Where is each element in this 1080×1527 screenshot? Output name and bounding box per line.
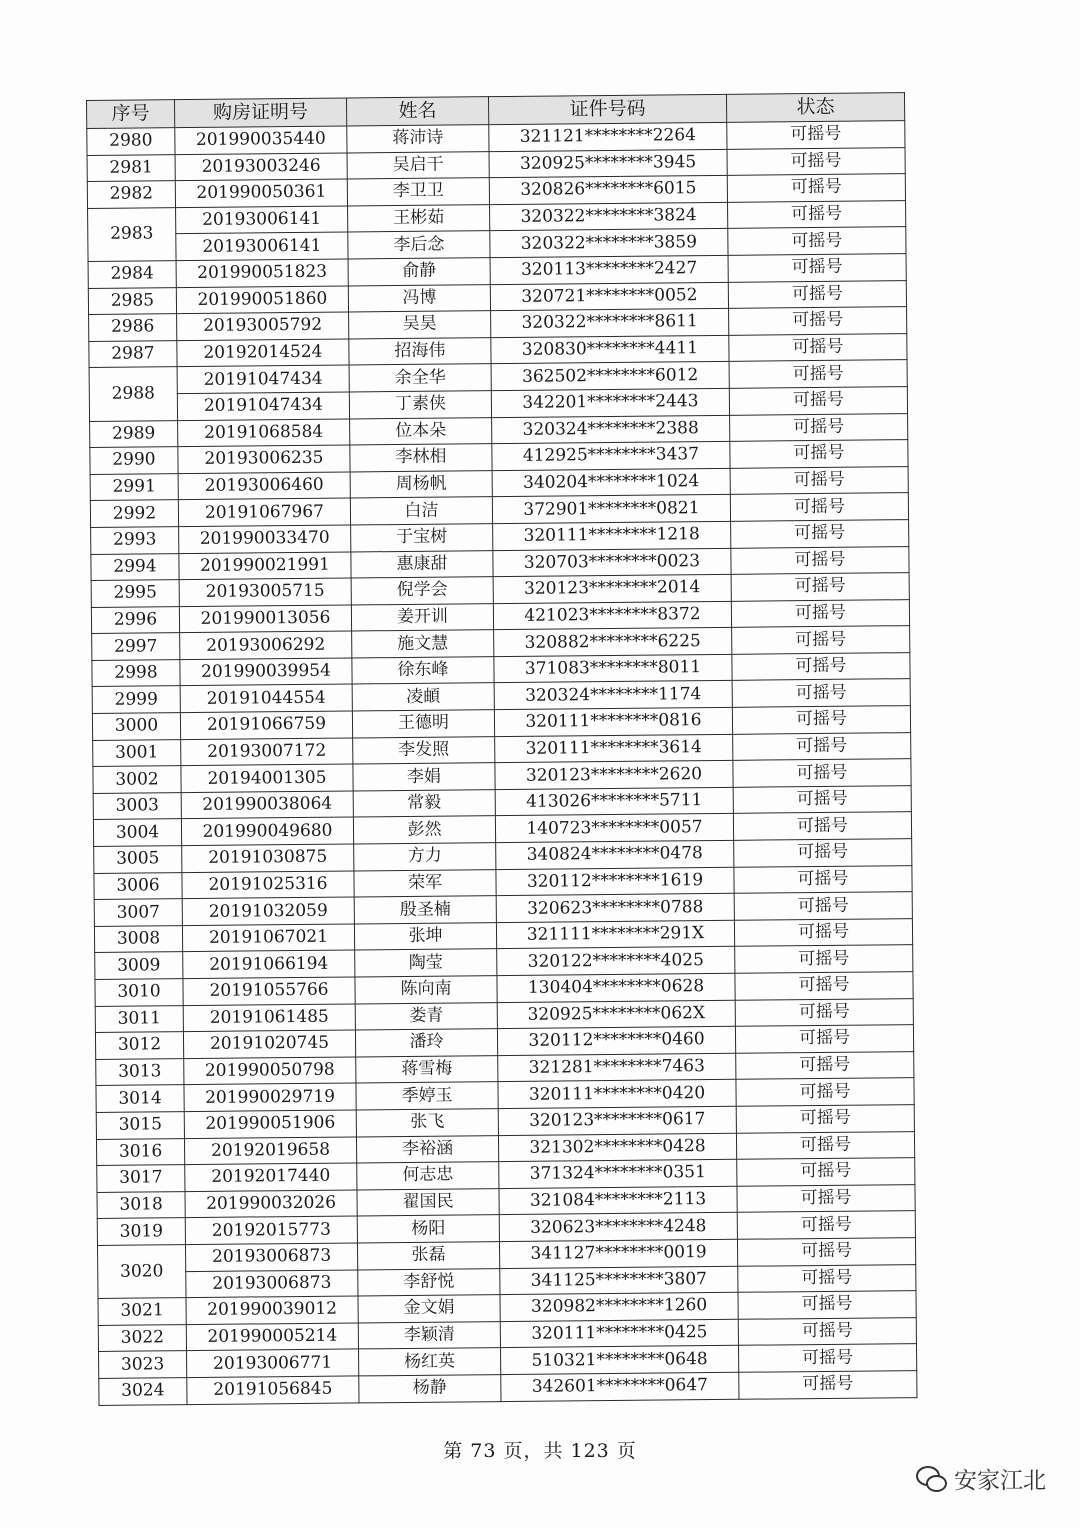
cell-name: 殷圣楠 [354, 896, 496, 924]
cell-id-no: 342601********0647 [501, 1372, 739, 1401]
cell-status: 可摇号 [729, 360, 907, 388]
cell-status: 可摇号 [737, 1158, 915, 1186]
watermark-text: 安家江北 [954, 1468, 1046, 1494]
cell-cert-no: 20191020745 [183, 1030, 355, 1058]
cell-seq: 2993 [91, 527, 179, 554]
cell-seq: 3017 [97, 1165, 185, 1192]
cell-name: 张磊 [357, 1242, 499, 1270]
cell-seq: 3016 [96, 1138, 184, 1165]
cell-cert-no: 20191032059 [182, 897, 354, 925]
cell-status: 可摇号 [728, 200, 906, 228]
cell-status: 可摇号 [736, 1131, 914, 1159]
cell-cert-no: 20191047434 [177, 392, 349, 420]
cell-name: 彭然 [353, 816, 495, 844]
cell-cert-no: 201990039954 [180, 658, 352, 686]
cell-name: 丁素侠 [349, 391, 491, 419]
cell-cert-no: 201990051860 [176, 286, 348, 314]
cell-cert-no: 20191025316 [182, 871, 354, 899]
cell-cert-no: 20193005715 [179, 578, 351, 606]
cell-seq: 2997 [92, 633, 180, 660]
cell-cert-no: 201990021991 [179, 551, 351, 579]
cell-id-no: 362502********6012 [491, 362, 729, 391]
cell-cert-no: 20191068584 [178, 419, 350, 447]
cell-seq: 3007 [94, 899, 182, 926]
applicant-table [86, 92, 917, 1405]
cell-status: 可摇号 [735, 972, 913, 1000]
cell-status: 可摇号 [733, 785, 911, 813]
cell-id-no: 510321********0648 [500, 1346, 738, 1375]
cell-id-no: 320123********2620 [495, 761, 733, 790]
cell-cert-no: 20193006873 [185, 1243, 357, 1271]
cell-id-no: 140723********0057 [495, 814, 733, 843]
cell-name: 季婷玉 [356, 1082, 498, 1110]
cell-name: 俞静 [348, 258, 490, 286]
cell-status: 可摇号 [728, 227, 906, 255]
cell-cert-no: 20193005792 [177, 312, 349, 340]
cell-cert-no: 20191066759 [180, 711, 352, 739]
cell-status: 可摇号 [734, 892, 912, 920]
cell-name: 方力 [354, 843, 496, 871]
cell-cert-no: 20192017440 [185, 1163, 357, 1191]
cell-id-no: 321084********2113 [499, 1186, 737, 1215]
cell-seq: 2991 [90, 473, 178, 500]
cell-status: 可摇号 [738, 1264, 916, 1292]
cell-seq: 3022 [98, 1324, 186, 1351]
cell-status: 可摇号 [733, 759, 911, 787]
cell-cert-no: 20193006460 [178, 472, 350, 500]
cell-name: 李林相 [350, 444, 492, 472]
cell-status: 可摇号 [734, 865, 912, 893]
cell-seq: 3015 [96, 1112, 184, 1139]
cell-id-no: 412925********3437 [492, 441, 730, 470]
cell-cert-no: 20193006771 [187, 1349, 359, 1377]
cell-cert-no: 20191061485 [183, 1004, 355, 1032]
cell-id-no: 371083********8011 [494, 654, 732, 683]
cell-seq: 2992 [90, 500, 178, 527]
cell-id-no: 371324********0351 [499, 1159, 737, 1188]
cell-status: 可摇号 [737, 1211, 915, 1239]
header-id-no: 证件号码 [488, 94, 726, 124]
cell-id-no: 321111********291X [496, 920, 734, 949]
cell-seq: 2984 [88, 261, 176, 288]
cell-seq: 3004 [93, 819, 181, 846]
cell-seq: 3024 [99, 1377, 187, 1404]
cell-id-no: 320122********4025 [497, 947, 735, 976]
header-name: 姓名 [346, 97, 488, 126]
cell-status: 可摇号 [731, 599, 909, 627]
cell-seq: 2981 [87, 154, 175, 181]
cell-name: 李颖清 [358, 1321, 500, 1349]
cell-cert-no: 201990050361 [175, 179, 347, 207]
cell-seq: 2982 [87, 181, 175, 208]
cell-seq: 2985 [88, 287, 176, 314]
cell-id-no: 320111********0816 [494, 707, 732, 736]
cell-status: 可摇号 [727, 121, 905, 149]
cell-cert-no: 20192019658 [184, 1137, 356, 1165]
cell-status: 可摇号 [731, 520, 909, 548]
table-body [87, 121, 917, 1405]
cell-status: 可摇号 [736, 1078, 914, 1106]
cell-seq: 2989 [90, 420, 178, 447]
cell-seq: 3011 [95, 1005, 183, 1032]
cell-status: 可摇号 [738, 1344, 916, 1372]
cell-cert-no: 201990038064 [181, 791, 353, 819]
cell-status: 可摇号 [732, 626, 910, 654]
cell-status: 可摇号 [737, 1238, 915, 1266]
cell-seq: 2998 [92, 659, 180, 686]
cell-name: 李舒悦 [358, 1268, 500, 1296]
cell-name: 姜开训 [351, 603, 493, 631]
cell-seq: 3012 [95, 1032, 183, 1059]
cell-id-no: 320925********3945 [489, 149, 727, 178]
header-status: 状态 [726, 93, 904, 123]
cell-seq: 3009 [95, 952, 183, 979]
cell-name: 徐东峰 [352, 656, 494, 684]
cell-cert-no: 20191047434 [177, 365, 349, 393]
cell-id-no: 340824********0478 [496, 840, 734, 869]
cell-id-no: 320826********6015 [489, 176, 727, 205]
cell-name: 冯博 [348, 284, 490, 312]
cell-name: 蒋沛诗 [347, 125, 489, 153]
cell-seq: 2988 [89, 367, 178, 421]
cell-status: 可摇号 [728, 254, 906, 282]
cell-name: 杨阳 [357, 1215, 499, 1243]
cell-id-no: 320322********3824 [490, 202, 728, 231]
cell-status: 可摇号 [734, 839, 912, 867]
wechat-icon [916, 1466, 946, 1492]
cell-status: 可摇号 [738, 1317, 916, 1345]
cell-id-no: 130404********0628 [497, 973, 735, 1002]
cell-cert-no: 20193006873 [186, 1269, 358, 1297]
cell-cert-no: 20191067021 [182, 924, 354, 952]
cell-status: 可摇号 [727, 174, 905, 202]
cell-cert-no: 201990039012 [186, 1296, 358, 1324]
cell-id-no: 320322********3859 [490, 229, 728, 258]
cell-seq: 2986 [89, 314, 177, 341]
cell-name: 李后念 [348, 231, 490, 259]
cell-status: 可摇号 [735, 945, 913, 973]
cell-name: 荣军 [354, 869, 496, 897]
cell-status: 可摇号 [732, 679, 910, 707]
cell-status: 可摇号 [736, 1051, 914, 1079]
cell-cert-no: 20191066194 [183, 950, 355, 978]
cell-seq: 3000 [92, 713, 180, 740]
cell-name: 于宝树 [351, 524, 493, 552]
cell-id-no: 320113********2427 [490, 255, 728, 284]
cell-id-no: 320123********2014 [493, 574, 731, 603]
cell-id-no: 320112********0460 [497, 1026, 735, 1055]
cell-id-no: 421023********8372 [493, 601, 731, 630]
cell-id-no: 321121********2264 [489, 122, 727, 151]
cell-name: 王德明 [352, 710, 494, 738]
cell-id-no: 340204********1024 [492, 468, 730, 497]
cell-cert-no: 20191067967 [178, 498, 350, 526]
cell-name: 张坤 [354, 922, 496, 950]
cell-status: 可摇号 [729, 307, 907, 335]
cell-name: 翟国民 [357, 1188, 499, 1216]
cell-name: 蒋雪梅 [356, 1055, 498, 1083]
cell-id-no: 320111********0420 [498, 1080, 736, 1109]
cell-name: 吴启干 [347, 151, 489, 179]
cell-status: 可摇号 [730, 466, 908, 494]
cell-cert-no: 201990050798 [184, 1057, 356, 1085]
cell-seq: 2999 [92, 686, 180, 713]
cell-seq: 3006 [94, 872, 182, 899]
cell-cert-no: 201990013056 [179, 605, 351, 633]
cell-status: 可摇号 [729, 333, 907, 361]
cell-status: 可摇号 [728, 280, 906, 308]
cell-seq: 2987 [89, 340, 177, 367]
cell-id-no: 320322********8611 [491, 308, 729, 337]
header-seq: 序号 [87, 100, 175, 129]
cell-cert-no: 20191055766 [183, 977, 355, 1005]
cell-seq: 3014 [96, 1085, 184, 1112]
cell-name: 杨静 [359, 1374, 501, 1402]
cell-cert-no: 20193006141 [176, 206, 348, 234]
cell-id-no: 321281********7463 [498, 1053, 736, 1082]
cell-seq: 3018 [97, 1191, 185, 1218]
cell-seq: 3020 [97, 1245, 186, 1299]
cell-name: 惠康甜 [351, 550, 493, 578]
cell-cert-no: 20194001305 [181, 764, 353, 792]
cell-seq: 3013 [96, 1058, 184, 1085]
cell-seq: 2990 [90, 447, 178, 474]
cell-cert-no: 201990049680 [181, 817, 353, 845]
cell-id-no: 320123********0617 [498, 1106, 736, 1135]
cell-id-no: 320721********0052 [490, 282, 728, 311]
cell-name: 李卫卫 [347, 178, 489, 206]
cell-name: 金文娟 [358, 1295, 500, 1323]
cell-cert-no: 20191056845 [187, 1376, 359, 1404]
cell-id-no: 413026********5711 [495, 787, 733, 816]
cell-seq: 3021 [98, 1298, 186, 1325]
cell-id-no: 320830********4411 [491, 335, 729, 364]
cell-status: 可摇号 [736, 1105, 914, 1133]
cell-name: 倪学会 [351, 577, 493, 605]
cell-status: 可摇号 [733, 732, 911, 760]
cell-status: 可摇号 [738, 1291, 916, 1319]
cell-id-no: 321302********0428 [498, 1133, 736, 1162]
cell-id-no: 341125********3807 [500, 1266, 738, 1295]
cell-name: 吴昊 [349, 311, 491, 339]
cell-cert-no: 20193006235 [178, 445, 350, 473]
cell-status: 可摇号 [735, 1025, 913, 1053]
cell-name: 王彬茹 [348, 204, 490, 232]
cell-id-no: 372901********0821 [492, 495, 730, 524]
cell-status: 可摇号 [739, 1370, 917, 1398]
cell-id-no: 320324********2388 [492, 415, 730, 444]
cell-cert-no: 20193006141 [176, 232, 348, 260]
cell-id-no: 320111********1218 [493, 521, 731, 550]
cell-status: 可摇号 [733, 812, 911, 840]
cell-seq: 2995 [91, 580, 179, 607]
cell-id-no: 320882********6225 [494, 628, 732, 657]
cell-seq: 3002 [93, 766, 181, 793]
cell-name: 施文慧 [352, 630, 494, 658]
cell-status: 可摇号 [730, 413, 908, 441]
cell-cert-no: 201990051823 [176, 259, 348, 287]
cell-name: 娄青 [355, 1002, 497, 1030]
watermark [916, 1462, 1046, 1495]
cell-name: 白洁 [350, 497, 492, 525]
cell-id-no: 320623********0788 [496, 894, 734, 923]
header-cert-no: 购房证明号 [175, 98, 347, 128]
cell-cert-no: 201990032026 [185, 1190, 357, 1218]
cell-status: 可摇号 [737, 1184, 915, 1212]
cell-name: 李裕涵 [356, 1135, 498, 1163]
cell-id-no: 341127********0019 [499, 1239, 737, 1268]
cell-status: 可摇号 [729, 387, 907, 415]
cell-id-no: 320112********1619 [496, 867, 734, 896]
cell-seq: 3010 [95, 979, 183, 1006]
cell-status: 可摇号 [732, 706, 910, 734]
cell-id-no: 320324********1174 [494, 681, 732, 710]
cell-name: 陈向南 [355, 976, 497, 1004]
cell-seq: 3019 [97, 1218, 185, 1245]
cell-name: 何志忠 [357, 1162, 499, 1190]
cell-name: 招海伟 [349, 337, 491, 365]
cell-cert-no: 20193006292 [180, 631, 352, 659]
cell-name: 凌頔 [352, 683, 494, 711]
cell-name: 潘玲 [355, 1029, 497, 1057]
cell-status: 可摇号 [730, 440, 908, 468]
cell-seq: 3005 [94, 846, 182, 873]
cell-name: 余全华 [349, 364, 491, 392]
cell-name: 李娟 [353, 763, 495, 791]
cell-cert-no: 201990029719 [184, 1083, 356, 1111]
cell-name: 周杨帆 [350, 470, 492, 498]
cell-name: 杨红英 [359, 1348, 501, 1376]
cell-seq: 2994 [91, 553, 179, 580]
cell-id-no: 320111********3614 [495, 734, 733, 763]
cell-cert-no: 201990005214 [186, 1323, 358, 1351]
cell-seq: 2983 [88, 207, 177, 261]
cell-status: 可摇号 [731, 573, 909, 601]
cell-status: 可摇号 [727, 147, 905, 175]
cell-cert-no: 201990051906 [184, 1110, 356, 1138]
cell-id-no: 320623********4248 [499, 1213, 737, 1242]
cell-cert-no: 201990035440 [175, 126, 347, 154]
cell-cert-no: 20191030875 [182, 844, 354, 872]
cell-status: 可摇号 [730, 493, 908, 521]
cell-name: 张飞 [356, 1109, 498, 1137]
cell-name: 常毅 [353, 789, 495, 817]
cell-cert-no: 20192014524 [177, 339, 349, 367]
cell-id-no: 320925********062X [497, 1000, 735, 1029]
cell-id-no: 320982********1260 [500, 1292, 738, 1321]
cell-seq: 3003 [93, 792, 181, 819]
cell-status: 可摇号 [731, 546, 909, 574]
cell-cert-no: 20191044554 [180, 684, 352, 712]
applicant-table-container [86, 95, 904, 1406]
cell-name: 李发照 [353, 736, 495, 764]
cell-id-no: 320111********0425 [500, 1319, 738, 1348]
cell-cert-no: 20192015773 [185, 1216, 357, 1244]
cell-id-no: 342201********2443 [491, 388, 729, 417]
cell-id-no: 320703********0023 [493, 548, 731, 577]
cell-seq: 3008 [94, 925, 182, 952]
cell-name: 位本朵 [350, 417, 492, 445]
cell-status: 可摇号 [734, 918, 912, 946]
cell-cert-no: 201990033470 [179, 525, 351, 553]
cell-cert-no: 20193003246 [175, 153, 347, 181]
cell-status: 可摇号 [735, 998, 913, 1026]
cell-cert-no: 20193007172 [181, 738, 353, 766]
page-number: 第 73 页，共 123 页 [443, 1440, 637, 1462]
cell-seq: 3023 [99, 1351, 187, 1378]
cell-seq: 3001 [93, 739, 181, 766]
cell-seq: 2996 [91, 606, 179, 633]
cell-seq: 2980 [87, 128, 175, 155]
cell-status: 可摇号 [732, 652, 910, 680]
cell-name: 陶莹 [355, 949, 497, 977]
